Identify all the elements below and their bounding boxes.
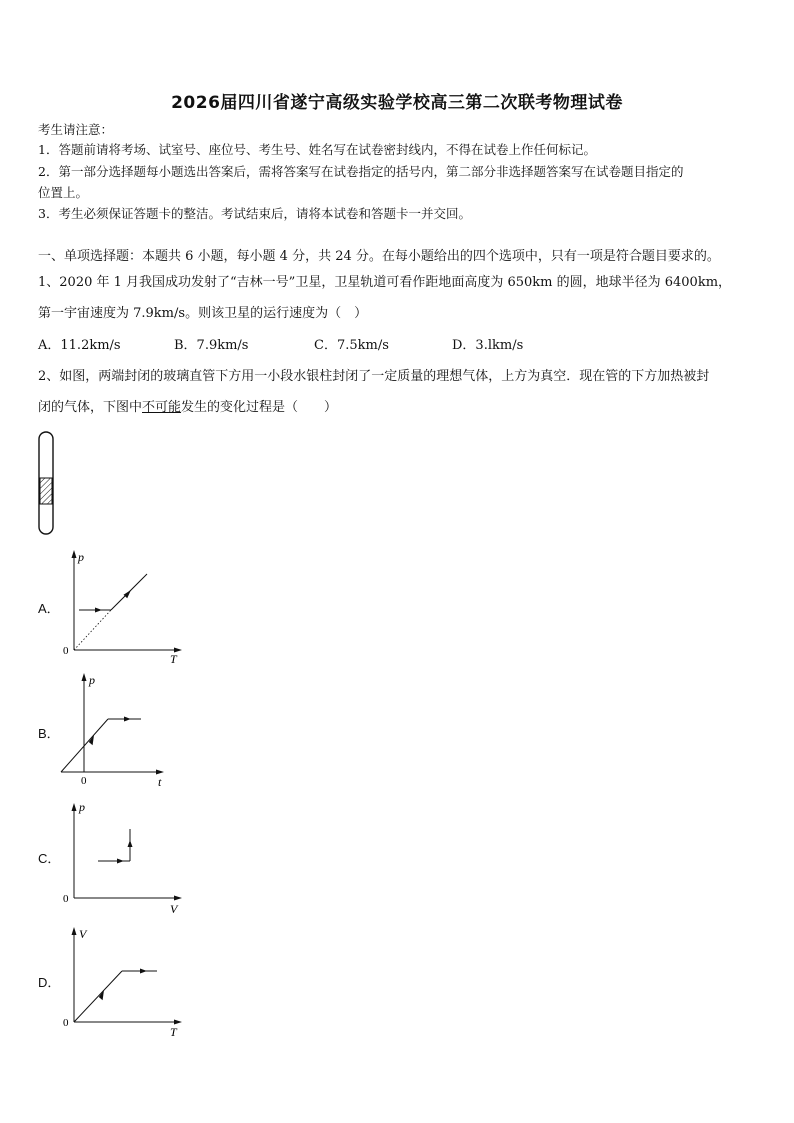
question-2-stem: 2、如图，两端封闭的玻璃直管下方用一小段水银柱封闭了一定质量的理想气体，上方为真空．现在管的下方加热被封: [38, 369, 710, 384]
notice-heading: 考生请注意：: [38, 122, 114, 137]
graph-c-label[interactable]: C．: [38, 851, 61, 866]
section-heading: 一、单项选择题：本题共 6 小题，每小题 4 分，共 24 分。在每小题给出的四个选项中，只有一项是符合题目要求的。: [38, 249, 720, 264]
graph-b: [55, 668, 190, 793]
notice-item: 1．答题前请将考场、试室号、座位号、考生号、姓名写在试卷密封线内，不得在试卷上作任何标记。: [38, 142, 596, 157]
question-2-stem-cont: 闭的气体，下图中不可能发生的变化过程是（ ）: [38, 400, 338, 415]
graph-b-xlabel: t: [158, 775, 162, 789]
option-b[interactable]: B．7.9km/s: [174, 338, 249, 353]
graph-d-xlabel: T: [170, 1025, 177, 1039]
emphasis-not-possible: 不可能: [142, 400, 182, 415]
graph-d: [55, 918, 190, 1043]
glass-tube-figure: [36, 430, 58, 536]
question-1-stem: 1、2020 年 1 月我国成功发射了“吉林一号”卫星，卫星轨道可看作距地面高度为 650km 的圆，地球半径为 6400km，: [38, 275, 732, 290]
graph-a-ylabel: p: [78, 550, 84, 564]
option-c[interactable]: C．7.5km/s: [314, 338, 389, 353]
notice-item: 位置上。: [38, 185, 89, 200]
question-1-stem-cont: 第一宇宙速度为 7.9km/s。则该卫星的运行速度为（ ）: [38, 306, 368, 321]
graph-d-label[interactable]: D．: [38, 975, 61, 990]
notice-item: 3．考生必须保证答题卡的整洁。考试结束后，请将本试卷和答题卡一并交回。: [38, 206, 471, 221]
graph-c: [55, 795, 190, 920]
graph-d-origin: 0: [63, 1017, 69, 1029]
graph-c-ylabel: p: [79, 800, 85, 814]
graph-a-xlabel: T: [170, 652, 177, 666]
notice-item: 2．第一部分选择题每小题选出答案后，需将答案写在试卷指定的括号内，第二部分非选择题答案写在试卷题目指定的: [38, 164, 684, 179]
option-d[interactable]: D．3.lkm/s: [452, 338, 524, 353]
graph-b-ylabel: p: [89, 673, 95, 687]
exam-title: 2026届四川省遂宁高级实验学校高三第二次联考物理试卷: [171, 93, 623, 113]
graph-a-origin: 0: [63, 645, 69, 657]
graph-a-label[interactable]: A．: [38, 601, 60, 616]
graph-b-origin: 0: [81, 775, 87, 787]
graph-c-origin: 0: [63, 893, 69, 905]
graph-b-label[interactable]: B．: [38, 726, 60, 741]
graph-a: [55, 545, 190, 670]
option-a[interactable]: A．11.2km/s: [38, 338, 121, 353]
graph-d-ylabel: V: [79, 927, 87, 941]
graph-c-xlabel: V: [170, 902, 178, 916]
